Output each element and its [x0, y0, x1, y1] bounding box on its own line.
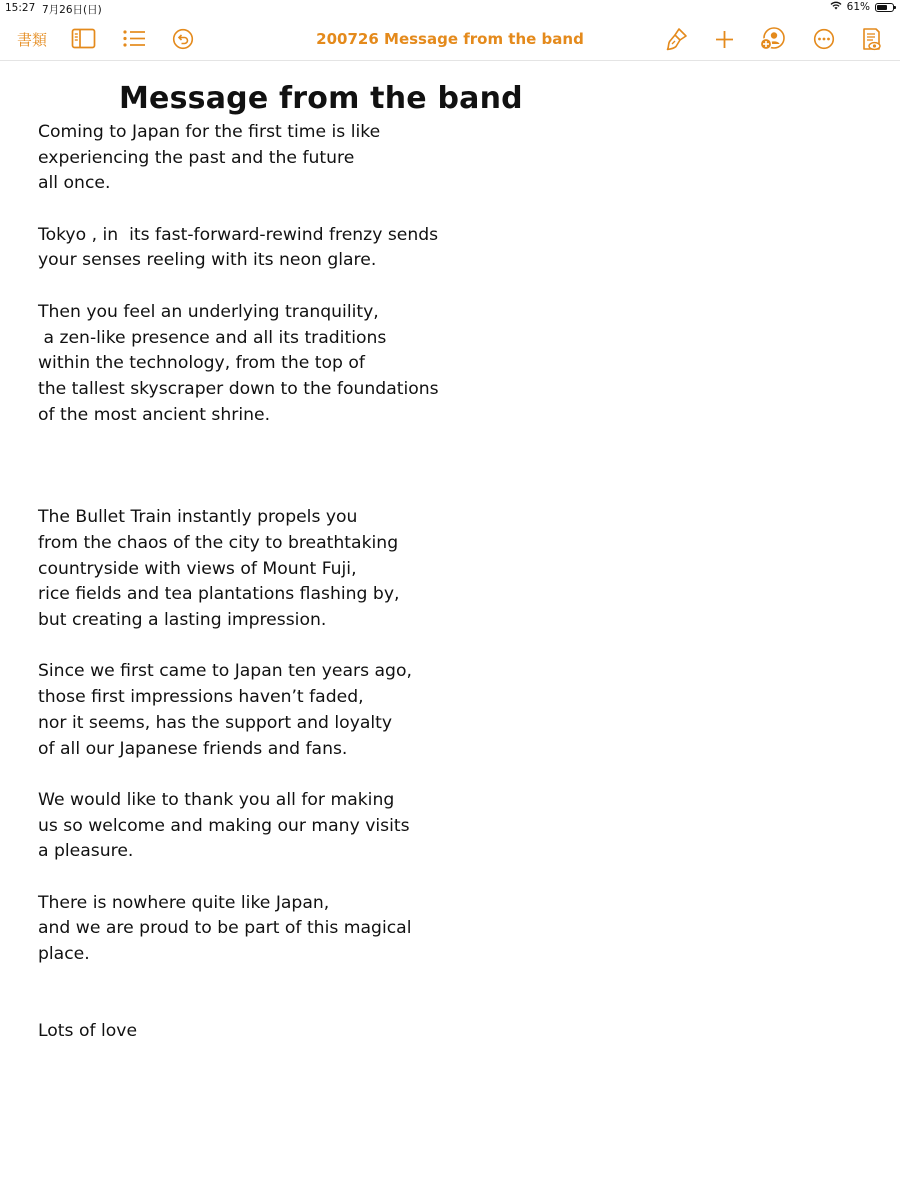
text-line[interactable]: rice fields and tea plantations flashing by, [38, 584, 400, 605]
text-line[interactable]: of all our Japanese friends and fans. [38, 738, 348, 759]
text-line[interactable]: We would like to thank you all for making [38, 789, 395, 810]
text-line[interactable]: a zen-like presence and all its traditions [38, 327, 387, 348]
text-line[interactable] [38, 993, 518, 1019]
reading-view-icon[interactable] [862, 27, 882, 52]
battery-percent: 61% [846, 1, 870, 13]
text-line[interactable]: countryside with views of Mount Fuji, [38, 558, 357, 579]
text-line[interactable]: Then you feel an underlying tranquility, [38, 301, 379, 322]
text-line[interactable] [38, 762, 518, 788]
more-icon[interactable] [813, 28, 835, 50]
text-line[interactable] [38, 274, 518, 300]
status-bar [0, 0, 900, 18]
text-line[interactable]: us so welcome and making our many visits [38, 815, 410, 836]
text-line[interactable]: those first impressions haven’t faded, [38, 687, 364, 708]
status-time: 15:27 [5, 2, 36, 14]
text-line[interactable]: experiencing the past and the future [38, 147, 355, 168]
text-line[interactable]: your senses reeling with its neon glare. [38, 250, 377, 271]
text-line[interactable]: The Bullet Train instantly propels you [38, 507, 358, 528]
text-line[interactable]: nor it seems, has the support and loyalty [38, 712, 393, 733]
text-line[interactable]: within the technology, from the top of [38, 353, 365, 374]
text-line[interactable]: all once. [38, 173, 111, 194]
text-line[interactable]: but creating a lasting impression. [38, 610, 327, 631]
text-line[interactable]: from the chaos of the city to breathtaking [38, 533, 399, 553]
text-line[interactable]: Tokyo , in its fast-forward-rewind frenzy sends [38, 224, 439, 245]
status-date: 7月26日(日) [42, 4, 102, 16]
document-heading[interactable]: Message from the band [119, 81, 523, 116]
text-line[interactable]: Coming to Japan for the first time is like [38, 122, 381, 142]
text-line[interactable]: the tallest skyscraper down to the foundations [38, 378, 439, 399]
text-line[interactable] [38, 634, 518, 660]
text-line[interactable] [38, 865, 518, 891]
document-body[interactable] [38, 120, 518, 1045]
text-line[interactable]: of the most ancient shrine. [38, 404, 271, 425]
text-line[interactable]: Since we first came to Japan ten years ago, [38, 661, 412, 682]
text-line[interactable] [38, 428, 518, 454]
document-title[interactable]: 200726 Message from the band [316, 30, 584, 48]
text-line[interactable] [38, 197, 518, 223]
text-line[interactable] [38, 480, 518, 506]
text-line[interactable]: There is nowhere quite like Japan, [38, 892, 330, 913]
status-right [830, 1, 894, 13]
text-line[interactable]: Lots of love [38, 1021, 138, 1042]
text-line[interactable]: place. [38, 944, 90, 964]
text-line[interactable]: and we are proud to be part of this magical [38, 918, 412, 939]
plus-icon[interactable] [715, 30, 734, 49]
text-line[interactable] [38, 454, 518, 480]
collaborate-icon[interactable] [760, 27, 786, 51]
documents-button[interactable]: 書類 [17, 31, 48, 49]
wifi-icon [830, 1, 842, 13]
toolbar [0, 18, 900, 61]
document-page[interactable] [38, 78, 523, 1045]
text-line[interactable]: a pleasure. [38, 841, 134, 862]
paintbrush-icon[interactable] [666, 27, 688, 51]
text-line[interactable] [38, 968, 518, 994]
battery-icon [875, 3, 894, 12]
